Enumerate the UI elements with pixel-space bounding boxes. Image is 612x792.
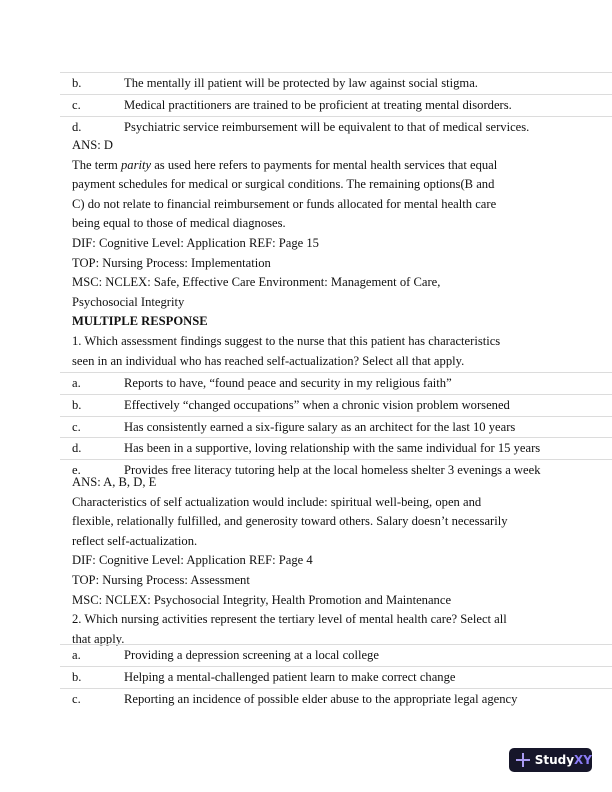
topic: TOP: Nursing Process: Implementation	[72, 255, 271, 270]
option-text: Provides free literacy tutoring help at the local homeless shelter 3 evenings a week	[124, 463, 541, 478]
option-letter: c.	[72, 691, 81, 706]
option-text: Helping a mental-challenged patient learn to make correct change	[124, 669, 456, 684]
option-letter: c.	[72, 419, 81, 434]
studyxy-logo[interactable]	[509, 748, 592, 772]
option-row	[60, 644, 612, 666]
msc-line: Psychosocial Integrity	[72, 294, 185, 309]
option-row	[60, 116, 612, 138]
msc-line: MSC: NCLEX: Psychosocial Integrity, Health Promotion and Maintenance	[72, 592, 452, 607]
option-text: Reports to have, “found peace and security in my religious faith”	[124, 376, 452, 390]
option-text: The mentally ill patient will be protected by law against social stigma.	[124, 76, 478, 90]
option-letter: d.	[72, 119, 82, 134]
rationale-line: Characteristics of self actualization would include: spiritual well-being, open and	[72, 494, 482, 509]
logo-text-xy: XY	[574, 753, 592, 767]
question-stem: that apply.	[72, 631, 125, 646]
answer: ANS: A, B, D, E	[72, 475, 157, 489]
option-row	[60, 72, 612, 94]
topic: TOP: Nursing Process: Assessment	[72, 572, 250, 587]
prev-question-answer-block	[72, 136, 602, 371]
option-letter: b.	[72, 76, 82, 90]
question-stem: 1. Which assessment findings suggest to the nurse that this patient has characteristics	[72, 333, 501, 348]
option-row	[60, 372, 612, 394]
option-row	[60, 94, 612, 116]
option-letter: d.	[72, 441, 82, 456]
rationale-line: being equal to those of medical diagnoses.	[72, 216, 286, 231]
q2-options	[60, 644, 612, 709]
option-row	[60, 666, 612, 688]
italic-term: parity	[120, 157, 152, 172]
rationale-line	[72, 156, 602, 176]
section-heading: MULTIPLE RESPONSE	[72, 314, 208, 329]
rationale-text: as used here refers to payments for mental health services that equal	[151, 157, 498, 172]
answer: ANS: D	[72, 138, 113, 152]
option-row	[60, 437, 612, 459]
question-stem: seen in an individual who has reached self-actualization? Select all that apply.	[72, 353, 465, 368]
prev-question-options	[60, 72, 612, 137]
msc-line: MSC: NCLEX: Safe, Effective Care Environment: Management of Care,	[72, 275, 441, 290]
q1-options	[60, 372, 612, 481]
option-letter: a.	[72, 648, 81, 662]
option-row	[60, 394, 612, 416]
difficulty: DIF: Cognitive Level: Application REF: Page 15	[72, 235, 319, 250]
rationale-line: reflect self-actualization.	[72, 533, 198, 548]
q1-answer-block	[72, 473, 602, 649]
option-letter: b.	[72, 397, 82, 412]
option-text: Has been in a supportive, loving relationship with the same individual for 15 years	[124, 441, 541, 456]
option-letter: c.	[72, 97, 81, 112]
option-text: Providing a depression screening at a local college	[124, 648, 379, 662]
rationale-line: payment schedules for medical or surgical conditions. The remaining options(B and	[72, 177, 495, 192]
option-letter: b.	[72, 669, 82, 684]
rationale-line: C) do not relate to financial reimbursement or funds allocated for mental health care	[72, 196, 497, 211]
option-letter: e.	[72, 463, 81, 478]
difficulty: DIF: Cognitive Level: Application REF: Page 4	[72, 553, 313, 568]
question-stem: 2. Which nursing activities represent the tertiary level of mental health care? Select all	[72, 612, 507, 627]
option-text: Psychiatric service reimbursement will be equivalent to that of medical services.	[124, 119, 530, 134]
option-text: Medical practitioners are trained to be proficient at treating mental disorders.	[124, 97, 512, 112]
plus-icon	[516, 753, 530, 767]
option-letter: a.	[72, 376, 81, 390]
rationale-line: flexible, relationally fulfilled, and generosity toward others. Salary doesn’t necessarily	[72, 514, 508, 529]
option-text: Effectively “changed occupations” when a chronic vision problem worsened	[124, 397, 510, 412]
logo-text-study: Study	[534, 753, 575, 767]
option-row	[60, 416, 612, 438]
option-text: Reporting an incidence of possible elder abuse to the appropriate legal agency	[124, 691, 518, 706]
option-text: Has consistently earned a six-figure salary as an architect for the last 10 years	[124, 419, 516, 434]
rationale-text: The term	[72, 157, 121, 172]
option-row	[60, 688, 612, 710]
